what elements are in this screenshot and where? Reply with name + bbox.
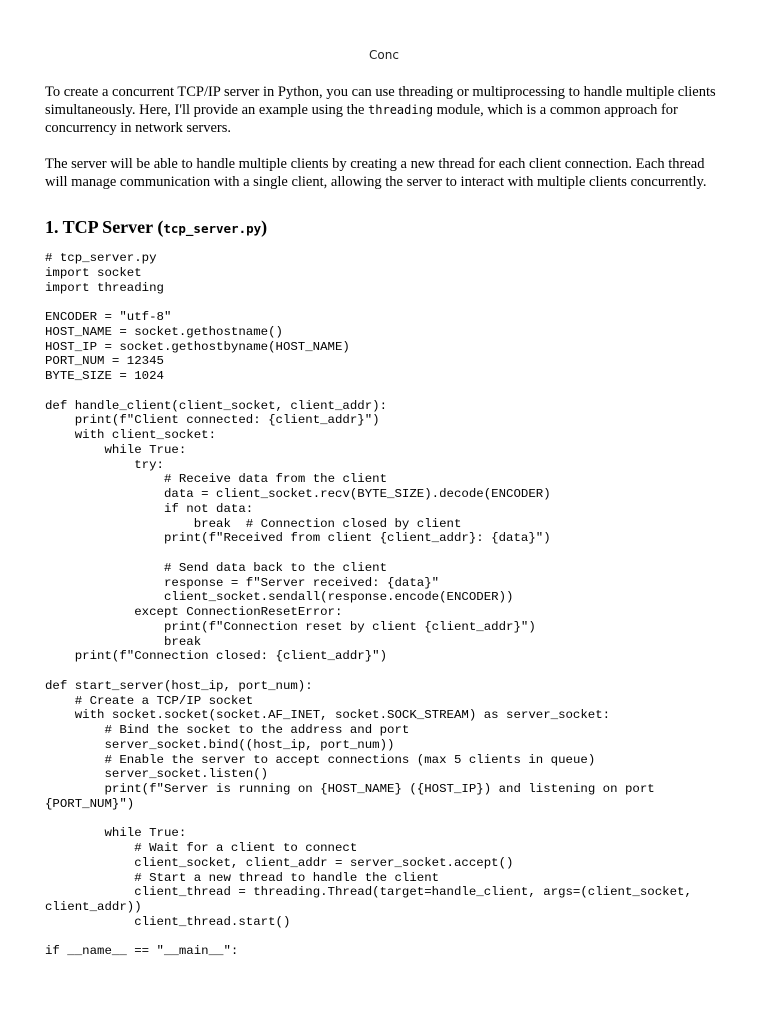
section-heading-suffix: )	[261, 217, 268, 237]
intro-paragraph-1-text-start: To create a concurrent TCP/IP server in Python, you can use threading or multiprocessing to handle multiple clients simultaneously. Here, I'll provide an example using the	[45, 84, 716, 118]
intro-paragraph-1	[45, 83, 725, 137]
intro-paragraph-2: The server will be able to handle multiple clients by creating a new thread for each client connection. Each thread will manage communication with a single client, allowing the server to interact with multiple clients concurrently.	[45, 156, 707, 190]
section-heading-tcp-server	[45, 215, 725, 241]
section-heading-prefix: 1. TCP Server (	[45, 217, 164, 237]
tcp-server-code-block: # tcp_server.py import socket import threading ENCODER = "utf-8" HOST_NAME = socket.gethostname() HOST_IP = socket.gethostbyname(HOST_NAME) PORT_NUM = 12345 BYTE_SIZE = 1024 def handle_client(client_socket, client_addr): print(f"Client connected: {client_addr}") with client_socket: while True: try: # Receive data from the client data = client_socket.recv(BYTE_SIZE).decode(ENCODER) if not data: break # Connection closed by client print(f"Received from client {client_addr}: {data}") # Send data back to the client response = f"Server received: {data}" client_socket.sendall(response.encode(ENCODER)) except ConnectionResetError: print(f"Connection reset by client {client_addr}") break print(f"Connection closed: {client_addr}") def start_server(host_ip, port_num): # Create a TCP/IP socket with socket.socket(socket.AF_INET, socket.SOCK_STREAM) as server_socket: # Bind the socket to the address and port server_socket.bind((host_ip, port_num)) # Enable the server to accept connections (max 5 clients in queue) server_socket.listen() print(f"Server is running on {HOST_NAME} ({HOST_IP}) and listening on port {PORT_NUM}") while True: # Wait for a client to connect client_socket, client_addr = server_socket.accept() # Start a new thread to handle the client client_thread = threading.Thread(target=handle_client, args=(client_socket, client_addr)) client_thread.start() if __name__ == "__main__":	[45, 251, 692, 959]
document-content	[45, 83, 725, 959]
threading-inline-code: threading	[368, 103, 434, 117]
intro-paragraph-1-text-end: module, which is a common approach for concurrency in network servers.	[45, 102, 678, 136]
section-heading-filename: tcp_server.py	[163, 221, 262, 236]
page-header-title: Conc	[369, 48, 399, 62]
